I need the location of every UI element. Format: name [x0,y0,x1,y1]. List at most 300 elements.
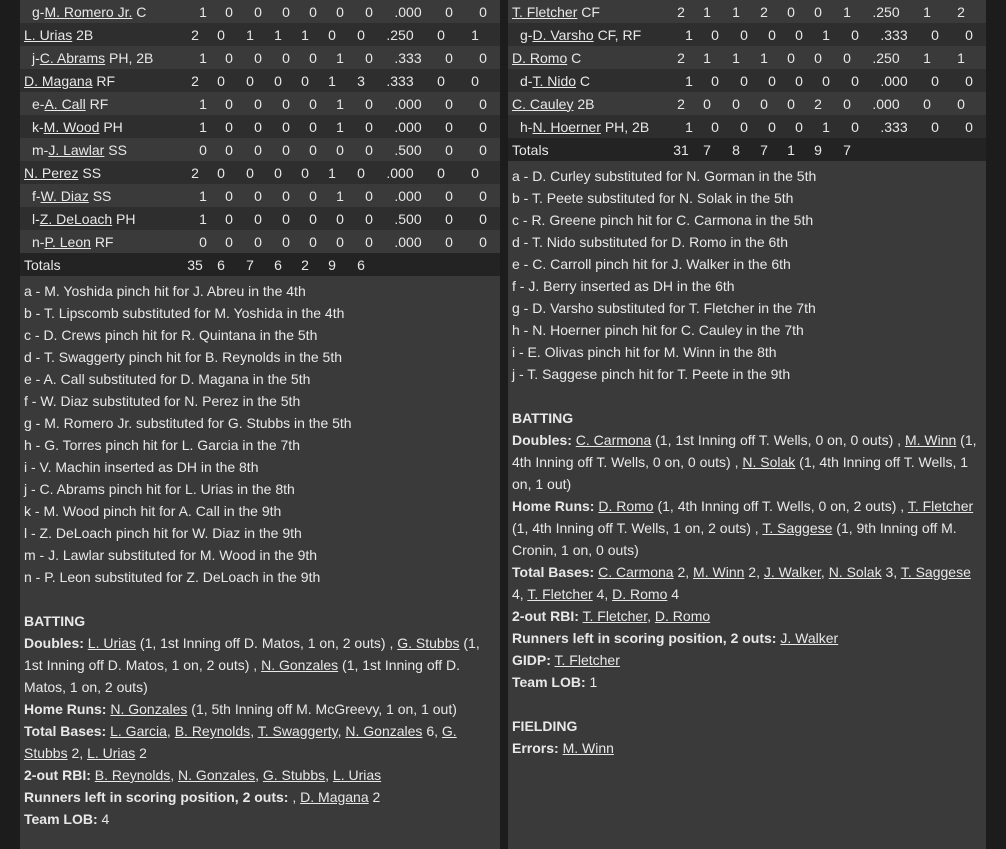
batting-text: , [170,767,179,783]
totals-cell: 9 [328,256,336,273]
player-link[interactable]: J. Walker [763,564,821,580]
substitution-note: h - N. Hoerner pinch hit for C. Cauley in the 7th [512,322,804,338]
stat-cell: .000 [394,3,422,20]
batting-text: 4 [97,811,110,827]
sub-prefix: h- [520,118,533,135]
player-name-link[interactable]: M. Wood [43,118,100,135]
batting-text: , [250,723,258,739]
player-link[interactable]: J. Walker [780,630,839,646]
stat-cell: 0 [301,164,309,181]
stat-cell: 0 [740,118,748,135]
batting-text: 1 [585,674,598,690]
batting-label: Home Runs: [512,498,595,514]
stat-cell: 0 [843,95,851,112]
stat-cell: 0 [365,141,373,158]
batting-line [24,764,496,786]
batting-text: , [255,767,263,783]
stat-cell: 0 [768,118,776,135]
stat-cell: .000 [394,233,422,250]
stat-cell: 0 [768,72,776,89]
batting-line [512,649,982,671]
stat-cell: .250 [872,3,900,20]
stat-cell: 0 [282,141,290,158]
player-link[interactable]: N. Gonzales [261,657,339,673]
player-position: 2B [76,26,94,43]
stat-cell: 1 [199,187,207,204]
player-cell [20,96,192,112]
batting-text: 4, [592,586,613,602]
stat-cell: 0 [365,49,373,66]
stat-cell: 1 [328,164,336,181]
totals-row [20,253,500,276]
stat-cell: 1 [328,72,336,89]
batting-text: , [166,723,175,739]
stat-cell: 1 [685,72,693,89]
stat-cell: 1 [274,26,282,43]
player-link[interactable]: L. Urias [87,635,137,651]
stat-cell: 2 [957,3,965,20]
stat-cell: 0 [445,118,453,135]
player-link[interactable]: D. Romo [612,586,668,602]
player-link[interactable]: T. Saggese [900,564,971,580]
stat-cell: .333 [394,49,422,66]
batting-text: 6, [422,723,442,739]
stat-cell: 0 [471,164,479,181]
batting-line [24,698,496,720]
stat-cell: 0 [282,187,290,204]
stat-cell: 0 [301,72,309,89]
stat-cell: 0 [787,3,795,20]
batting-label: Total Bases: [512,564,595,580]
substitution-note: m - J. Lawlar substituted for M. Wood in the 9th [24,547,318,563]
stat-cell: 0 [795,26,803,43]
player-link[interactable]: N. Gonzales [345,723,423,739]
player-name-link[interactable]: W. Diaz [40,187,89,204]
player-row [20,69,500,92]
player-position: PH [103,118,123,135]
stat-cell: 0 [795,72,803,89]
substitution-note: i - V. Machin inserted as DH in the 8th [24,459,259,475]
stat-cell: 0 [309,141,317,158]
player-link[interactable]: T. Fletcher [582,608,648,624]
stat-cell: .000 [394,187,422,204]
player-name-link[interactable]: N. Hoerner [532,118,601,135]
stat-cell: 1 [685,118,693,135]
stat-cell: 0 [445,233,453,250]
batting-line [512,605,982,627]
substitution-note: e - C. Carroll pinch hit for J. Walker in the 6th [512,256,791,272]
player-name-link[interactable]: C. Cauley [512,95,574,112]
stat-cell: 0 [822,72,830,89]
player-link[interactable]: C. Carmona [598,564,674,580]
stat-cell: 0 [479,187,487,204]
sub-prefix: e- [32,95,45,112]
sub-prefix: f- [32,187,41,204]
stat-cell: 0 [445,141,453,158]
totals-cell: 7 [246,256,254,273]
batting-text: 2, [673,564,694,580]
stat-cell: 1 [957,49,965,66]
player-cell [508,27,678,43]
batting-text: (1, 1st Inning off T. Wells, 0 on, 0 outs) , [651,432,905,448]
stat-cell: 0 [479,210,487,227]
box-score-notes [508,161,986,759]
stat-cell: 0 [309,95,317,112]
player-position: RF [89,95,109,112]
stat-cell: 0 [365,3,373,20]
player-cell [20,50,192,66]
batting-table [20,0,500,276]
stat-cell: 0 [787,49,795,66]
batting-label: Home Runs: [24,701,107,717]
stat-cell: 0 [336,141,344,158]
fielding-label: Errors: [512,740,559,756]
stat-cell: 0 [760,95,768,112]
player-row [508,69,986,92]
player-cell [508,119,678,135]
batting-table [508,0,986,161]
batting-line [512,429,982,495]
stat-cell: 1 [336,49,344,66]
stat-cell: 0 [365,95,373,112]
stat-cell: 1 [822,118,830,135]
stat-cell: 1 [822,26,830,43]
stat-cell: 0 [217,26,225,43]
player-position: RF [96,72,116,89]
batting-text: (1, 1st Inning off D. Matos, 1 on, 2 outs) , [24,635,480,673]
substitution-note: g - D. Varsho substituted for T. Fletcher in the 7th [512,300,816,316]
stat-cell: 0 [225,118,233,135]
batting-text: 2, [744,564,764,580]
spacer [512,693,982,715]
player-cell [20,142,192,158]
stat-cell: 0 [814,49,822,66]
player-name-link[interactable]: M. Romero Jr. [44,3,133,20]
stat-cell: 0 [732,95,740,112]
player-link[interactable]: G. Stubbs [397,635,460,651]
away-box-score [20,0,500,849]
player-row [20,23,500,46]
batting-label: Team LOB: [24,811,98,827]
player-cell [20,27,184,43]
stat-cell: 0 [309,187,317,204]
player-link[interactable]: D. Magana [300,789,369,805]
player-name-link[interactable]: A. Call [44,95,86,112]
stat-cell: .000 [394,95,422,112]
player-link[interactable]: T. Fletcher [554,652,620,668]
player-link[interactable]: N. Solak [828,564,882,580]
sub-prefix: g- [32,3,45,20]
substitution-note: e - A. Call substituted for D. Magana in the 5th [24,371,311,387]
player-cell [20,165,184,181]
box-score-notes [20,276,500,830]
player-link[interactable]: G. Stubbs [24,723,457,761]
batting-text: (1, 4th Inning off T. Wells, 0 on, 0 outs) , [512,432,977,470]
stat-cell: 0 [711,118,719,135]
totals-cell: 7 [843,141,851,158]
stat-cell: 0 [217,72,225,89]
player-name-link[interactable]: C. Abrams [39,49,106,66]
stat-cell: 2 [191,164,199,181]
player-row [508,0,986,23]
player-row [20,46,500,69]
stat-cell: 0 [965,72,973,89]
player-cell [20,188,192,204]
totals-cell: 6 [217,256,225,273]
batting-label: 2-out RBI: [512,608,579,624]
totals-cell: 7 [703,141,711,158]
substitution-note: d - T. Nido substituted for D. Romo in the 6th [512,234,788,250]
stat-cell: 1 [246,26,254,43]
player-name-link[interactable]: P. Leon [44,233,91,250]
player-position: CF, RF [597,26,642,43]
batting-label: Runners left in scoring position, 2 outs: [512,630,777,646]
player-name-link[interactable]: T. Fletcher [512,3,578,20]
stat-cell: 0 [282,49,290,66]
stat-cell: 0 [703,95,711,112]
stat-cell: 0 [282,95,290,112]
stat-cell: 0 [254,95,262,112]
stat-cell: 0 [479,49,487,66]
stat-cell: 0 [445,3,453,20]
stat-cell: 0 [225,49,233,66]
stat-cell: .000 [386,164,414,181]
totals-cell: 9 [814,141,822,158]
stat-cell: 1 [471,26,479,43]
stat-cell: 0 [225,233,233,250]
player-name-link[interactable]: N. Perez [24,164,79,181]
player-link[interactable]: L. Urias [87,745,136,761]
player-link[interactable]: B. Reynolds [174,723,251,739]
player-link[interactable]: L. Garcia [110,723,167,739]
stat-cell: 0 [274,164,282,181]
substitution-note: a - M. Yoshida pinch hit for J. Abreu in the 4th [24,283,306,299]
player-row [508,46,986,69]
batting-line [512,671,982,693]
stat-cell: 0 [365,233,373,250]
stat-cell: 0 [479,233,487,250]
player-position: C [579,72,591,89]
stat-cell: 0 [254,187,262,204]
player-link[interactable]: N. Gonzales [178,767,256,783]
stat-cell: 2 [760,3,768,20]
substitution-note: i - E. Olivas pinch hit for M. Winn in the 8th [512,344,777,360]
batting-text: 3, [881,564,901,580]
player-name-link[interactable]: Z. DeLoach [39,210,113,227]
player-link[interactable]: L. Urias [332,767,382,783]
stat-cell: 0 [923,95,931,112]
player-row [20,92,500,115]
stat-cell: 0 [851,118,859,135]
batting-line [24,632,496,698]
batting-line [24,808,496,830]
player-link[interactable]: D. Romo [598,498,654,514]
totals-label: Totals [512,141,549,158]
stat-cell: 0 [851,26,859,43]
player-link[interactable]: N. Solak [742,454,796,470]
stat-cell: 0 [336,233,344,250]
sub-prefix: n- [32,233,45,250]
batting-text: (1, 1st Inning off D. Matos, 1 on, 2 outs) [24,657,461,695]
batting-text: , [820,564,829,580]
stat-cell: 0 [931,26,939,43]
stat-cell: 2 [814,95,822,112]
substitution-note: n - P. Leon substituted for Z. DeLoach in the 9th [24,569,321,585]
player-row [508,23,986,46]
player-position: C [136,3,147,20]
stat-cell: 0 [282,3,290,20]
stat-cell: 0 [309,233,317,250]
substitution-note: j - C. Abrams pinch hit for L. Urias in the 8th [24,481,295,497]
stat-cell: 1 [732,3,740,20]
totals-cell: 1 [787,141,795,158]
batting-text: , [647,608,655,624]
stat-cell: 3 [357,72,365,89]
stat-cell: 0 [254,49,262,66]
batting-text: (1, 4th Inning off T. Wells, 1 on, 2 outs) , [512,520,763,536]
stat-cell: 0 [365,118,373,135]
player-row [20,230,500,253]
stat-cell: 0 [965,118,973,135]
player-cell [20,211,192,227]
player-cell [508,50,670,66]
stat-cell: .333 [880,26,908,43]
stat-cell: .333 [386,72,414,89]
sub-prefix: k- [32,118,44,135]
stat-cell: 0 [199,233,207,250]
stat-cell: 0 [336,210,344,227]
stat-cell: 0 [479,3,487,20]
totals-cell: 6 [274,256,282,273]
stat-cell: 0 [225,95,233,112]
player-cell [20,234,192,250]
stat-cell: 0 [365,187,373,204]
stat-cell: 1 [703,3,711,20]
stat-cell: 0 [740,72,748,89]
player-cell [508,96,670,112]
stat-cell: 1 [923,49,931,66]
stat-cell: 1 [703,49,711,66]
substitution-note: k - M. Wood pinch hit for A. Call in the 9th [24,503,282,519]
player-name-link[interactable]: J. Lawlar [48,141,105,158]
batting-text: , [337,723,346,739]
player-link[interactable]: C. Carmona [575,432,652,448]
stat-cell: 1 [760,49,768,66]
batting-text: , [325,767,333,783]
substitution-note: j - T. Saggese pinch hit for T. Peete in the 9th [512,366,791,382]
player-position: SS [92,187,112,204]
stat-cell: 0 [957,95,965,112]
player-link[interactable]: G. Stubbs [262,767,326,783]
home-box-score [508,0,986,849]
stat-cell: .250 [386,26,414,43]
player-row [20,207,500,230]
player-position: SS [108,141,127,158]
stat-cell: 0 [445,49,453,66]
spacer [512,385,982,407]
player-link[interactable]: T. Saggese [762,520,833,536]
substitution-note: c - R. Greene pinch hit for C. Carmona in the 5th [512,212,814,228]
player-link[interactable]: T. Swaggerty [257,723,338,739]
batting-section-title: BATTING [512,410,574,426]
stat-cell: 0 [365,210,373,227]
batting-label: Doubles: [512,432,572,448]
stat-cell: 0 [309,49,317,66]
player-position: RF [94,233,114,250]
player-link[interactable]: N. Gonzales [110,701,188,717]
stat-cell: 0 [282,210,290,227]
batting-text: 2 [135,745,147,761]
stat-cell: 1 [336,187,344,204]
player-name-link[interactable]: D. Varsho [532,26,594,43]
stat-cell: .500 [394,210,422,227]
fielding-line [512,737,982,759]
player-link[interactable]: M. Winn [693,564,745,580]
stat-cell: 0 [471,72,479,89]
stat-cell: .000 [880,72,908,89]
stat-cell: 0 [479,95,487,112]
player-cell [508,73,678,89]
batting-label: 2-out RBI: [24,767,91,783]
stat-cell: 1 [199,49,207,66]
player-link[interactable]: T. Fletcher [907,498,974,514]
stat-cell: 1 [301,26,309,43]
player-name-link[interactable]: T. Nido [532,72,577,89]
stat-cell: 0 [711,26,719,43]
player-link[interactable]: M. Winn [562,740,614,756]
player-row [20,0,500,23]
batting-text: 4 [667,586,680,602]
batting-text: 4, [512,586,528,602]
substitution-note: a - D. Curley substituted for N. Gorman in the 5th [512,168,817,184]
batting-section-title: BATTING [24,613,86,629]
stat-cell: 0 [768,26,776,43]
stat-cell: 0 [711,72,719,89]
totals-cell: 31 [673,141,689,158]
stat-cell: 0 [254,233,262,250]
stat-cell: 0 [843,49,851,66]
batting-label: Runners left in scoring position, 2 outs: [24,789,289,805]
stat-cell: 0 [309,118,317,135]
player-name-link[interactable]: D. Romo [512,49,568,66]
stat-cell: 2 [677,95,685,112]
stat-cell: 0 [931,118,939,135]
stat-cell: 0 [795,118,803,135]
player-cell [20,73,184,89]
player-row [20,184,500,207]
substitution-note: g - M. Romero Jr. substituted for G. Stubbs in the 5th [24,415,352,431]
stat-cell: 1 [732,49,740,66]
stat-cell: 0 [225,141,233,158]
stat-cell: 0 [357,164,365,181]
stat-cell: 1 [199,118,207,135]
stat-cell: 0 [336,3,344,20]
sub-prefix: g- [520,26,533,43]
stat-cell: .250 [872,49,900,66]
sub-prefix: j- [32,49,40,66]
player-link[interactable]: D. Romo [654,608,711,624]
stat-cell: 1 [199,95,207,112]
player-row [508,115,986,138]
stat-cell: 1 [336,95,344,112]
player-name-link[interactable]: D. Magana [24,72,93,89]
batting-text: (1, 9th Inning off M. Cronin, 1 on, 0 outs) [512,520,957,558]
player-name-link[interactable]: L. Urias [24,26,73,43]
player-link[interactable]: M. Winn [904,432,957,448]
player-link[interactable]: T. Fletcher [527,586,593,602]
player-link[interactable]: B. Reynolds [94,767,171,783]
player-row [508,92,986,115]
